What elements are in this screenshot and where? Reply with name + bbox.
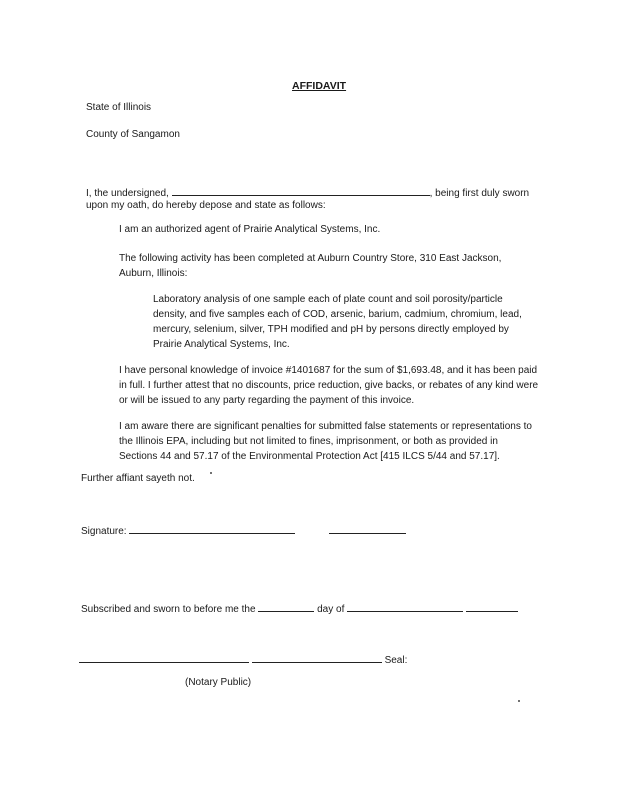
notary-signature-blank[interactable]	[252, 652, 382, 663]
statement-invoice: I have personal knowledge of invoice #1401687 for the sum of $1,693.48, and it has been paid in full. I further attest that no discounts, price reduction, give backs, or rebates of any kind were or will be issued to any party regarding the payment of this invoice.	[119, 365, 539, 406]
signature-row	[81, 523, 295, 537]
subscribed-mid: day of	[317, 604, 345, 615]
year-blank[interactable]	[466, 601, 518, 612]
seal-label: Seal:	[384, 655, 408, 666]
undersigned-name-blank[interactable]	[172, 185, 430, 196]
date-row	[329, 523, 406, 537]
subscribed-start: Subscribed and sworn to before me the	[81, 604, 256, 615]
date-blank[interactable]	[329, 523, 406, 534]
notary-name-blank[interactable]	[79, 652, 249, 663]
intro-end: , being first duly sworn	[429, 188, 530, 199]
document-title: AFFIDAVIT	[292, 80, 347, 92]
intro-start: I, the undersigned,	[86, 188, 169, 199]
state-line: State of Illinois	[86, 102, 152, 113]
intro-line	[86, 185, 529, 199]
signature-blank[interactable]	[129, 523, 295, 534]
statement-agent: I am an authorized agent of Prairie Analytical Systems, Inc.	[119, 224, 381, 235]
intro-continuation: upon my oath, do hereby depose and state as follows:	[86, 200, 326, 211]
subscribed-row	[81, 601, 518, 615]
statement-activity: The following activity has been completed at Auburn Country Store, 310 East Jackson, Auburn, Illinois:	[119, 253, 502, 279]
stray-mark	[210, 472, 212, 474]
notary-row	[79, 652, 407, 666]
notary-public-label: (Notary Public)	[185, 677, 252, 688]
stray-mark-bottom	[518, 700, 520, 702]
month-blank[interactable]	[347, 601, 463, 612]
activity-details: Laboratory analysis of one sample each of plate count and soil porosity/particle density, and five samples each of COD, arsenic, barium, cadmium, chromium, lead, mercury, selenium, silver, TPH modified and pH by persons directly employed by Prairie Analytical Systems, Inc.	[153, 294, 522, 350]
further-affiant: Further affiant sayeth not.	[81, 473, 195, 484]
statement-penalties: I am aware there are significant penalties for submitted false statements or representations to the Illinois EPA, including but not limited to fines, imprisonment, or both as provided in Sections 44 and 57.17 of the Environmental Protection Act [415 ILCS 5/44 and 57.17].	[119, 421, 532, 462]
day-blank[interactable]	[258, 601, 314, 612]
signature-label: Signature:	[81, 526, 127, 537]
county-line: County of Sangamon	[86, 129, 180, 140]
